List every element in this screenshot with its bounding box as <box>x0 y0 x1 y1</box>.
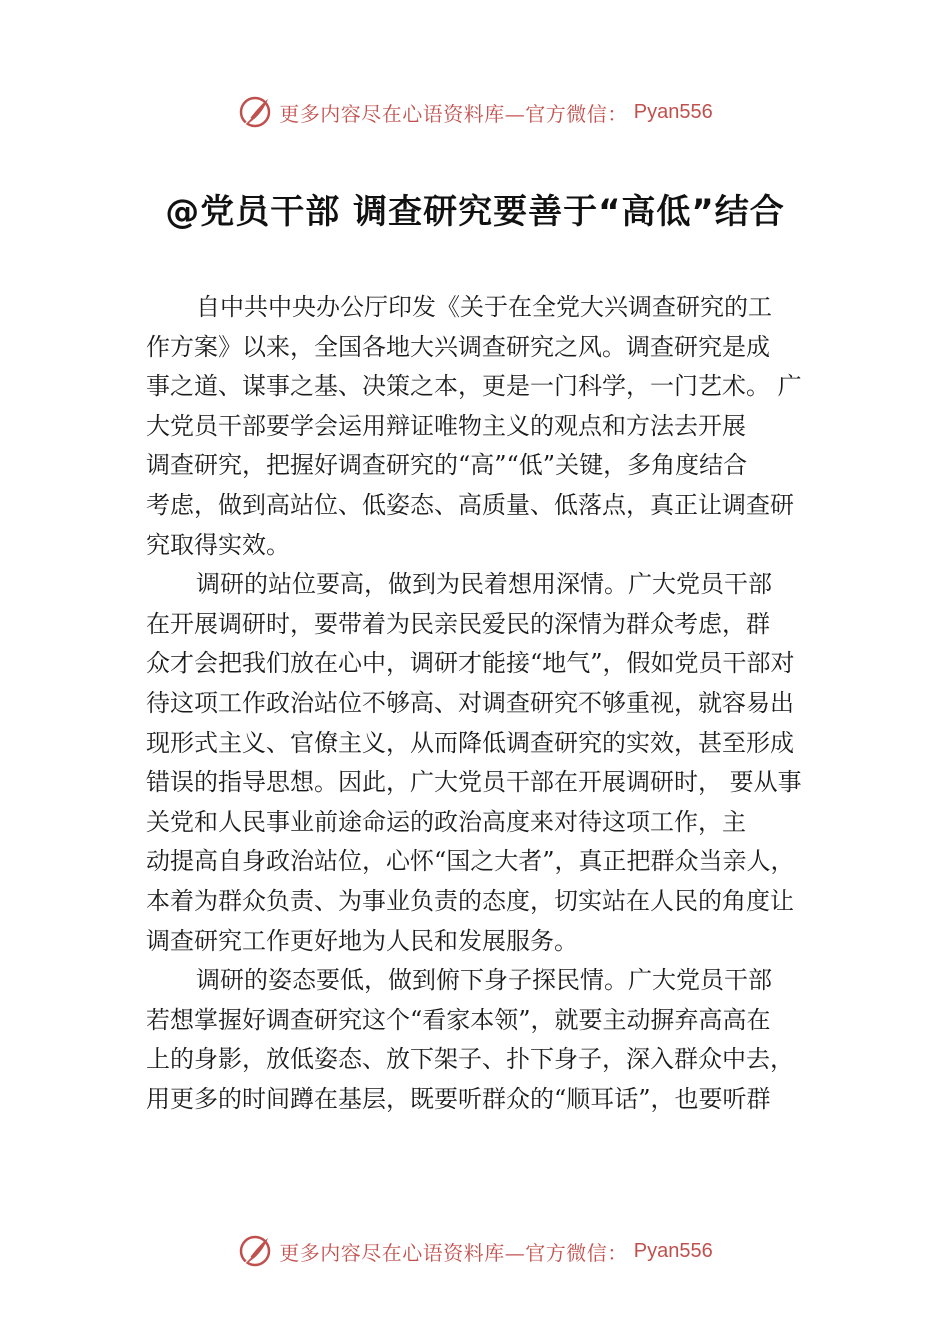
watermark-wechat-id: Pyan556 <box>633 100 713 123</box>
document-title: @党员干部 调查研究要善于“高低”结合 <box>165 192 785 232</box>
paragraph-line: 用更多的时间蹲在基层，既要听群众的“顺耳话”，也要听群 <box>146 1084 771 1113</box>
paragraph-line: 待这项工作政治站位不够高、对调查研究不够重视，就容易出 <box>146 688 794 717</box>
header-watermark <box>0 94 950 130</box>
paragraph-line: 调研的姿态要低，做到俯下身子探民情。广大党员干部 <box>196 966 772 995</box>
paragraph-line: 作方案》以来，全国各地大兴调查研究之风。调查研究是成 <box>146 332 770 361</box>
paragraph-line: 错误的指导思想。因此，广大党员干部在开展调研时， 要从事 <box>146 768 802 797</box>
paragraph-line: 本着为群众负责、为事业负责的态度，切实站在人民的角度让 <box>146 886 794 915</box>
paragraph-line: 事之道、谋事之基、决策之本，更是一门科学，一门艺术。 广 <box>146 372 802 401</box>
watermark-wechat-id: Pyan556 <box>633 1239 713 1262</box>
paragraph-line: 现形式主义、官僚主义，从而降低调查研究的实效，甚至形成 <box>146 728 794 757</box>
paragraph-line: 若想掌握好调查研究这个“看家本领”，就要主动摒弃高高在 <box>146 1005 771 1034</box>
paragraph-line: 动提高自身政治站位，心怀“国之大者”，真正把群众当亲人， <box>146 847 795 876</box>
watermark-text: 更多内容尽在心语资料库—官方微信： <box>279 1240 628 1265</box>
paragraph-line: 考虑，做到高站位、低姿态、高质量、低落点，真正让调查研 <box>146 490 794 519</box>
footer-watermark <box>0 1233 950 1269</box>
watermark-text: 更多内容尽在心语资料库—官方微信： <box>279 101 628 126</box>
paragraph-line: 自中共中央办公厅印发《关于在全党大兴调查研究的工 <box>196 293 772 321</box>
paragraph-line: 调查研究工作更好地为人民和发展服务。 <box>146 926 578 955</box>
paragraph-line: 众才会把我们放在心中，调研才能接“地气”，假如党员干部对 <box>146 649 795 678</box>
paragraph-line: 调查研究，把握好调查研究的“高”“低”关键，多角度结合 <box>146 451 748 480</box>
paragraph-line: 大党员干部要学会运用辩证唯物主义的观点和方法去开展 <box>146 411 746 440</box>
quill-logo-icon <box>237 94 273 130</box>
quill-logo-icon <box>237 1233 273 1269</box>
paragraph-line: 上的身影，放低姿态、放下架子、扑下身子，深入群众中去， <box>146 1045 794 1074</box>
document-body <box>146 288 818 1119</box>
paragraph-line: 调研的站位要高，做到为民着想用深情。广大党员干部 <box>196 570 772 599</box>
paragraph-line: 究取得实效。 <box>146 530 290 559</box>
paragraph-line: 在开展调研时，要带着为民亲民爱民的深情为群众考虑，群 <box>146 609 770 638</box>
paragraph-line: 关党和人民事业前途命运的政治高度来对待这项工作，主 <box>146 807 746 836</box>
